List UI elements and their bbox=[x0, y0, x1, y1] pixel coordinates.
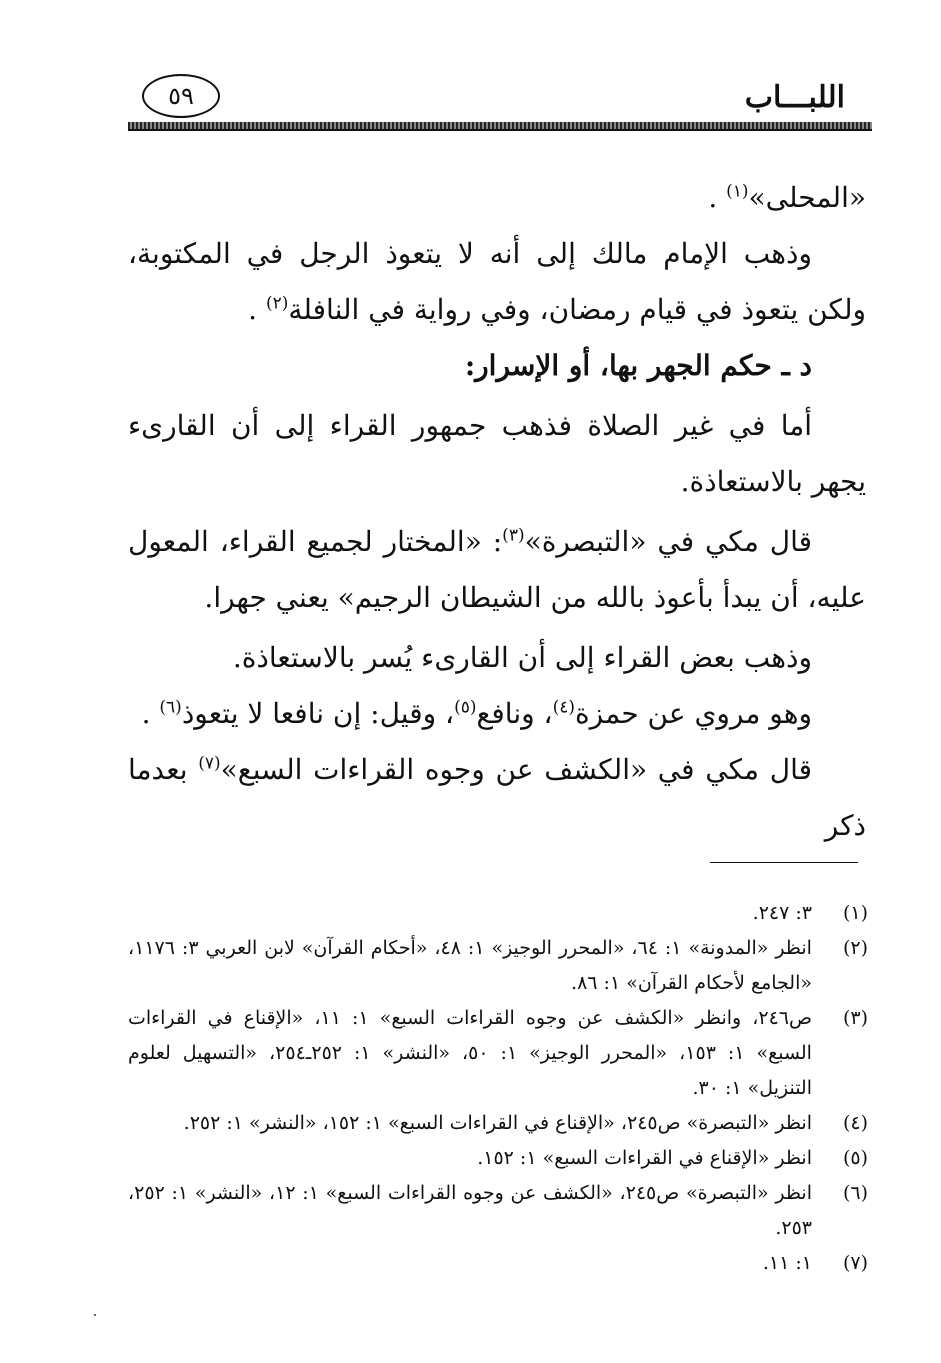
main-text bbox=[128, 170, 866, 854]
paragraph-end: . bbox=[248, 293, 266, 326]
paragraph-text: : «المختار لجميع القراء، المعول عليه، أن يبدأ بأعوذ بالله من الشيطان الرجيم» يعني جهرا. bbox=[128, 525, 866, 614]
page-number: ٥٩ bbox=[142, 74, 220, 118]
paragraph-4 bbox=[128, 514, 866, 626]
paragraph-text: وهو مروي عن حمزة bbox=[575, 697, 812, 730]
heading-text: د ـ حكم الجهر بها، أو الإسرار: bbox=[464, 349, 812, 382]
running-title: اللبـــاب bbox=[744, 80, 845, 115]
paragraph-text: أما في غير الصلاة فذهب جمهور القراء إلى أن القارىء يجهر بالاستعاذة. bbox=[128, 409, 866, 498]
footnote-ref: (٥) bbox=[454, 697, 477, 718]
paragraph-5 bbox=[128, 630, 866, 686]
footnote-number: (٢) bbox=[842, 937, 868, 959]
paragraph-text: ، ونافع bbox=[476, 697, 553, 730]
footnote-text: ٣: ٢٤٧. bbox=[752, 902, 812, 924]
paragraph-end: . bbox=[708, 181, 727, 214]
footnote-number: (٦) bbox=[842, 1182, 868, 1204]
paragraph-7 bbox=[128, 742, 866, 854]
footnote-4 bbox=[128, 1106, 868, 1141]
footnote-1 bbox=[128, 896, 868, 931]
footnote-3 bbox=[128, 1001, 868, 1106]
footnote-separator bbox=[710, 862, 858, 863]
paragraph-2 bbox=[128, 226, 866, 338]
footnote-text: انظر «الإقناع في القراءات السبع» ١: ١٥٢. bbox=[477, 1147, 812, 1169]
paragraph-text: ، وقيل: إن نافعا لا يتعوذ bbox=[181, 697, 455, 730]
paragraph-text: وذهب بعض القراء إلى أن القارىء يُسر بالاستعاذة. bbox=[232, 641, 812, 674]
footnote-text: انظر «المدونة» ١: ٦٤، «المحرر الوجيز» ١: ٤٨، «أحكام القرآن» لابن العربي ٣: ١١٧٦، «الجامع لأحكام القرآن» ١: ٨٦. bbox=[128, 937, 812, 994]
section-heading bbox=[128, 338, 866, 394]
paragraph-text: قال مكي في «التبصرة» bbox=[524, 525, 812, 558]
footnote-number: (١) bbox=[842, 902, 868, 924]
footnote-ref: (٦) bbox=[159, 697, 182, 718]
footnote-text: انظر «التبصرة» ص٢٤٥، «الإقناع في القراءات السبع» ١: ١٥٢، «النشر» ١: ٢٥٢. bbox=[183, 1112, 812, 1134]
footnote-number: (٧) bbox=[842, 1252, 868, 1274]
footnote-number: (٥) bbox=[842, 1147, 868, 1169]
paragraph-3 bbox=[128, 398, 866, 510]
footnote-text: انظر «التبصرة» ص٢٤٥، «الكشف عن وجوه القراءات السبع» ١: ١٢، «النشر» ١: ٢٥٢، ٢٥٣. bbox=[128, 1182, 812, 1239]
footnote-ref: (٤) bbox=[552, 697, 576, 718]
footnote-ref: (١) bbox=[726, 181, 749, 202]
footnote-ref: (٧) bbox=[198, 753, 221, 774]
paragraph-text: قال مكي في «الكشف عن وجوه القراءات السبع» bbox=[220, 753, 812, 786]
paragraph-text: «المحلى» bbox=[748, 181, 866, 214]
scan-speck bbox=[94, 1314, 96, 1316]
footnote-ref: (٢) bbox=[265, 293, 289, 314]
footnote-6 bbox=[128, 1176, 868, 1246]
footnotes bbox=[128, 896, 868, 1281]
header-rule bbox=[128, 122, 872, 131]
footnote-text: ١: ١١. bbox=[762, 1252, 812, 1274]
footnote-7 bbox=[128, 1246, 868, 1281]
footnote-number: (٣) bbox=[842, 1007, 868, 1029]
footnote-text: ص٢٤٦، وانظر «الكشف عن وجوه القراءات السبع» ١: ١١، «الإقناع في القراءات السبع» ١: ١٥٣، «المحرر الوجيز» ١: ٥٠، «النشر» ١: ٢٥٢ـ٢٥٤، «التسهيل لعلوم التنزيل» ١: ٣٠. bbox=[128, 1007, 812, 1099]
footnote-number: (٤) bbox=[842, 1112, 868, 1134]
footnote-2 bbox=[128, 931, 868, 1001]
footnote-ref: (٣) bbox=[502, 525, 525, 546]
paragraph-text: بعدما ذكر bbox=[128, 753, 866, 842]
paragraph-text: وذهب الإمام مالك إلى أنه لا يتعوذ الرجل في المكتوبة، ولكن يتعوذ في قيام رمضان، وفي رواية في النافلة bbox=[128, 237, 866, 326]
paragraph-6 bbox=[128, 686, 866, 742]
footnote-5 bbox=[128, 1141, 868, 1176]
paragraph-1 bbox=[128, 170, 866, 226]
paragraph-end: . bbox=[141, 697, 160, 730]
